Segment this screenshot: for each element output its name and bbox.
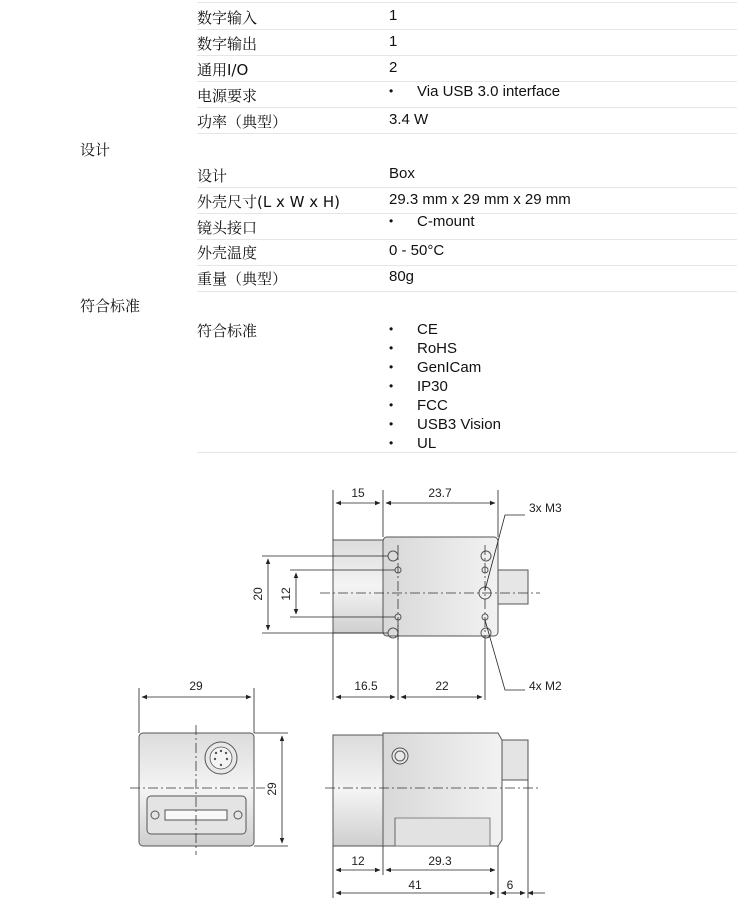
- conformity-list: [389, 320, 501, 453]
- list-item: [389, 434, 501, 453]
- spec-value: 2: [389, 59, 398, 76]
- bullet-text: Via USB 3.0 interface: [417, 83, 561, 100]
- spec-row-power-consumption: [197, 107, 737, 134]
- dim-label: 12: [279, 587, 293, 601]
- spec-value: [389, 213, 475, 230]
- list-item-text: RoHS: [417, 340, 458, 357]
- dim-label: 16.5: [354, 679, 378, 693]
- bullet-icon: •: [389, 436, 394, 450]
- section-title-conformity: 符合标准: [80, 297, 141, 315]
- bullet-icon: •: [389, 398, 394, 412]
- spec-label: 数字输入: [197, 9, 258, 27]
- dim-label: 22: [435, 679, 449, 693]
- list-item-text: USB3 Vision: [417, 416, 501, 433]
- dim-label: 6: [506, 878, 514, 892]
- list-item: [389, 415, 501, 434]
- spec-row-power-requirements: [197, 81, 737, 108]
- spec-row-design: [197, 161, 737, 188]
- side-view-lens-housing: [333, 735, 383, 846]
- list-item-text: UL: [417, 435, 437, 452]
- dim-label: 12: [351, 854, 365, 868]
- list-item-text: CE: [417, 321, 438, 338]
- spec-label: 外壳温度: [197, 244, 258, 262]
- spec-label: 功率（典型）: [197, 113, 288, 131]
- bullet-icon: •: [389, 84, 394, 98]
- list-item-text: FCC: [417, 397, 448, 414]
- list-item: [389, 339, 501, 358]
- spec-label: 通用I/O: [197, 61, 249, 79]
- spec-value: 3.4 W: [389, 111, 429, 128]
- spec-row-housing-size: [197, 187, 737, 214]
- spec-label: 外壳尺寸(L x W x H): [197, 193, 340, 211]
- spec-value: 80g: [389, 268, 415, 285]
- spec-value: 1: [389, 33, 398, 50]
- list-item: [389, 377, 501, 396]
- bullet-icon: •: [389, 322, 394, 336]
- spec-label: 镜头接口: [197, 219, 258, 237]
- spec-value: 29.3 mm x 29 mm x 29 mm: [389, 191, 571, 208]
- spec-row-digital-input: [197, 3, 737, 30]
- dim-label: 29.3: [428, 854, 452, 868]
- dim-label: 29: [189, 679, 203, 693]
- bullet-icon: •: [389, 360, 394, 374]
- list-item: [389, 320, 501, 339]
- spec-value: Box: [389, 165, 415, 182]
- top-view: [251, 486, 562, 700]
- list-item-text: IP30: [417, 378, 448, 395]
- side-screw-icon: [392, 748, 408, 764]
- bullet-text: C-mount: [417, 213, 475, 230]
- spec-label: 设计: [197, 167, 228, 185]
- dimension-drawing: [0, 470, 750, 917]
- thread-label: 4x M2: [529, 679, 562, 693]
- bullet-icon: •: [389, 417, 394, 431]
- spec-value: [389, 83, 560, 100]
- spec-row-lens-mount: [197, 213, 737, 240]
- spec-row-weight: [197, 265, 737, 292]
- side-view: [325, 733, 545, 898]
- dim-label: 20: [251, 587, 265, 601]
- spec-row-housing-temperature: [197, 239, 737, 266]
- top-view-rear-housing: [383, 537, 498, 636]
- spec-row-digital-output: [197, 29, 737, 56]
- section-title-design: 设计: [80, 141, 111, 159]
- dim-label: 29: [265, 782, 279, 796]
- bullet-icon: •: [389, 341, 394, 355]
- top-view-front-housing: [333, 540, 383, 633]
- side-view-connector: [502, 740, 528, 780]
- thread-label: 3x M3: [529, 501, 562, 515]
- spec-row-conformity: [197, 302, 737, 453]
- spec-value: 0 - 50°C: [389, 242, 445, 259]
- top-view-usb-connector: [498, 570, 528, 604]
- dim-label: 15: [351, 486, 365, 500]
- spec-label: 数字输出: [197, 35, 258, 53]
- spec-label: 电源要求: [197, 87, 258, 105]
- spec-label: 符合标准: [197, 322, 258, 340]
- list-item: [389, 358, 501, 377]
- dim-label: 23.7: [428, 486, 452, 500]
- list-item-text: GenICam: [417, 359, 482, 376]
- spec-label: 重量（典型）: [197, 270, 288, 288]
- front-view: [130, 679, 288, 855]
- dim-label: 41: [408, 878, 422, 892]
- list-item: [389, 396, 501, 415]
- bullet-icon: •: [389, 379, 394, 393]
- spec-value: 1: [389, 7, 398, 24]
- spec-row-gpio: [197, 55, 737, 82]
- bullet-icon: •: [389, 214, 394, 228]
